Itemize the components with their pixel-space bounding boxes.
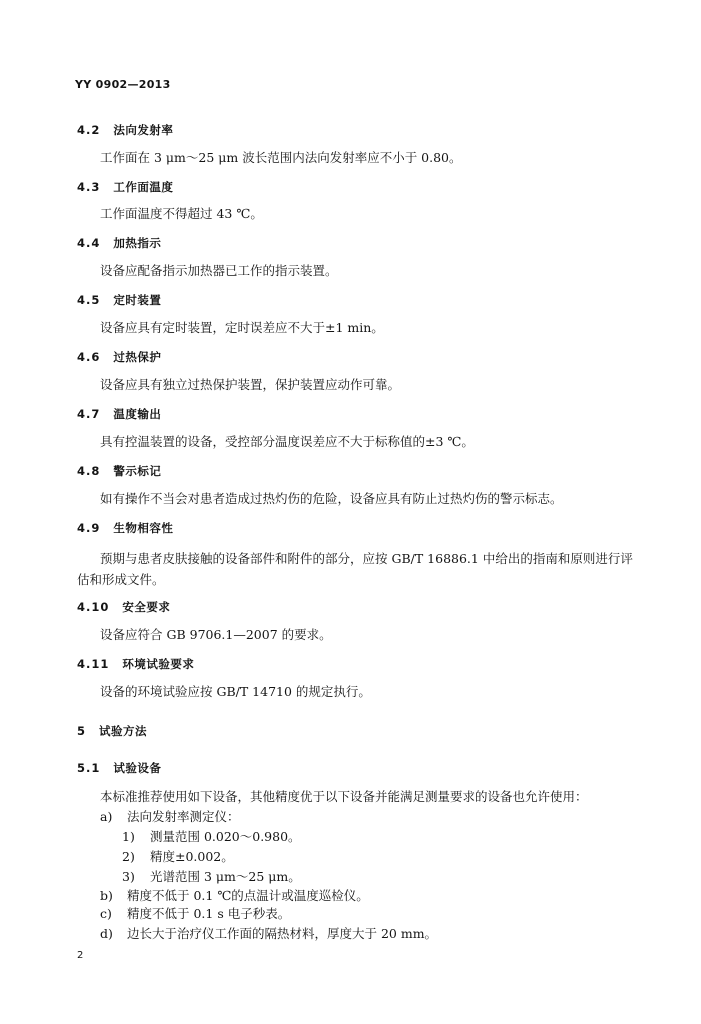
clause-number: 4.8 [77, 464, 101, 478]
clause-number: 4.5 [77, 293, 101, 307]
clause-body: 设备应具有独立过热保护装置，保护装置应动作可靠。 [100, 377, 401, 392]
clause-title: 定时装置 [113, 293, 162, 307]
clause-heading [77, 464, 161, 478]
clause-heading [77, 521, 173, 535]
clause-number: 4.7 [77, 407, 101, 421]
clause-number: 4.9 [77, 521, 101, 535]
list-item-label: c) [100, 906, 112, 921]
clause-body: 具有控温装置的设备，受控部分温度误差应不大于标称值的±3 ℃。 [100, 434, 474, 449]
clause-title: 警示标记 [113, 464, 162, 478]
clause-title: 法向发射率 [113, 123, 174, 137]
clause-number: 4.4 [77, 236, 101, 250]
clause-body: 设备应具有定时装置，定时误差应不大于±1 min。 [100, 320, 384, 335]
page-number: 2 [77, 950, 84, 961]
clause-title: 环境试验要求 [122, 657, 195, 671]
clause-heading [77, 657, 194, 671]
clause-body: 设备应符合 GB 9706.1—2007 的要求。 [100, 627, 332, 642]
clause-body: 工作面在 3 μm～25 μm 波长范围内法向发射率应不小于 0.80。 [100, 150, 462, 165]
clause-title: 加热指示 [113, 236, 162, 250]
list-item-text: 边长大于治疗仪工作面的隔热材料，厚度大于 20 mm。 [127, 926, 438, 941]
clause-number: 4.2 [77, 123, 101, 137]
sub-list-item-label: 2) [122, 849, 135, 864]
sub-list-item-label: 3) [122, 869, 135, 884]
clause-heading [77, 761, 161, 775]
clause-number: 5.1 [77, 761, 101, 775]
clause-heading [77, 350, 161, 364]
clause-body-line: 估和形成文件。 [77, 572, 165, 587]
clause-number: 4.10 [77, 600, 110, 614]
sub-list-item-label: 1) [122, 829, 135, 844]
clause-heading [77, 180, 173, 194]
clause-body: 设备应配备指示加热器已工作的指示装置。 [100, 263, 338, 278]
sub-list-item-text: 光谱范围 3 μm～25 μm。 [150, 869, 301, 884]
chapter-title: 试验方法 [99, 724, 148, 738]
sub-list-item-text: 精度±0.002。 [150, 849, 234, 864]
list-item-text: 精度不低于 0.1 ℃的点温计或温度巡检仪。 [127, 888, 369, 903]
list-item-label: d) [100, 926, 113, 941]
clause-body: 如有操作不当会对患者造成过热灼伤的危险，设备应具有防止过热灼伤的警示标志。 [100, 491, 563, 506]
clause-title: 过热保护 [113, 350, 162, 364]
clause-title: 安全要求 [122, 600, 171, 614]
chapter-number: 5 [77, 724, 87, 738]
clause-heading [77, 236, 161, 250]
clause-title: 生物相容性 [113, 521, 174, 535]
list-item-label: a) [100, 809, 113, 824]
clause-number: 4.11 [77, 657, 110, 671]
clause-heading [77, 123, 173, 137]
list-item-label: b) [100, 888, 113, 903]
clause-title: 试验设备 [113, 761, 162, 775]
clause-number: 4.3 [77, 180, 101, 194]
clause-body: 工作面温度不得超过 43 ℃。 [100, 206, 263, 221]
clause-heading [77, 293, 161, 307]
clause-title: 工作面温度 [113, 180, 174, 194]
clause-body-line: 预期与患者皮肤接触的设备部件和附件的部分，应按 GB/T 16886.1 中给出的指南和原则进行评 [100, 551, 633, 566]
sub-list-item-text: 测量范围 0.020～0.980。 [150, 829, 301, 844]
clause-intro: 本标准推荐使用如下设备，其他精度优于以下设备并能满足测量要求的设备也允许使用： [100, 789, 588, 804]
list-item-text: 法向发射率测定仪： [127, 809, 240, 824]
clause-number: 4.6 [77, 350, 101, 364]
standard-code-header: YY 0902—2013 [75, 78, 171, 91]
chapter-heading [77, 724, 147, 738]
clause-body: 设备的环境试验应按 GB/T 14710 的规定执行。 [100, 684, 371, 699]
clause-heading [77, 407, 161, 421]
list-item-text: 精度不低于 0.1 s 电子秒表。 [127, 906, 291, 921]
clause-heading [77, 600, 170, 614]
clause-title: 温度输出 [113, 407, 162, 421]
